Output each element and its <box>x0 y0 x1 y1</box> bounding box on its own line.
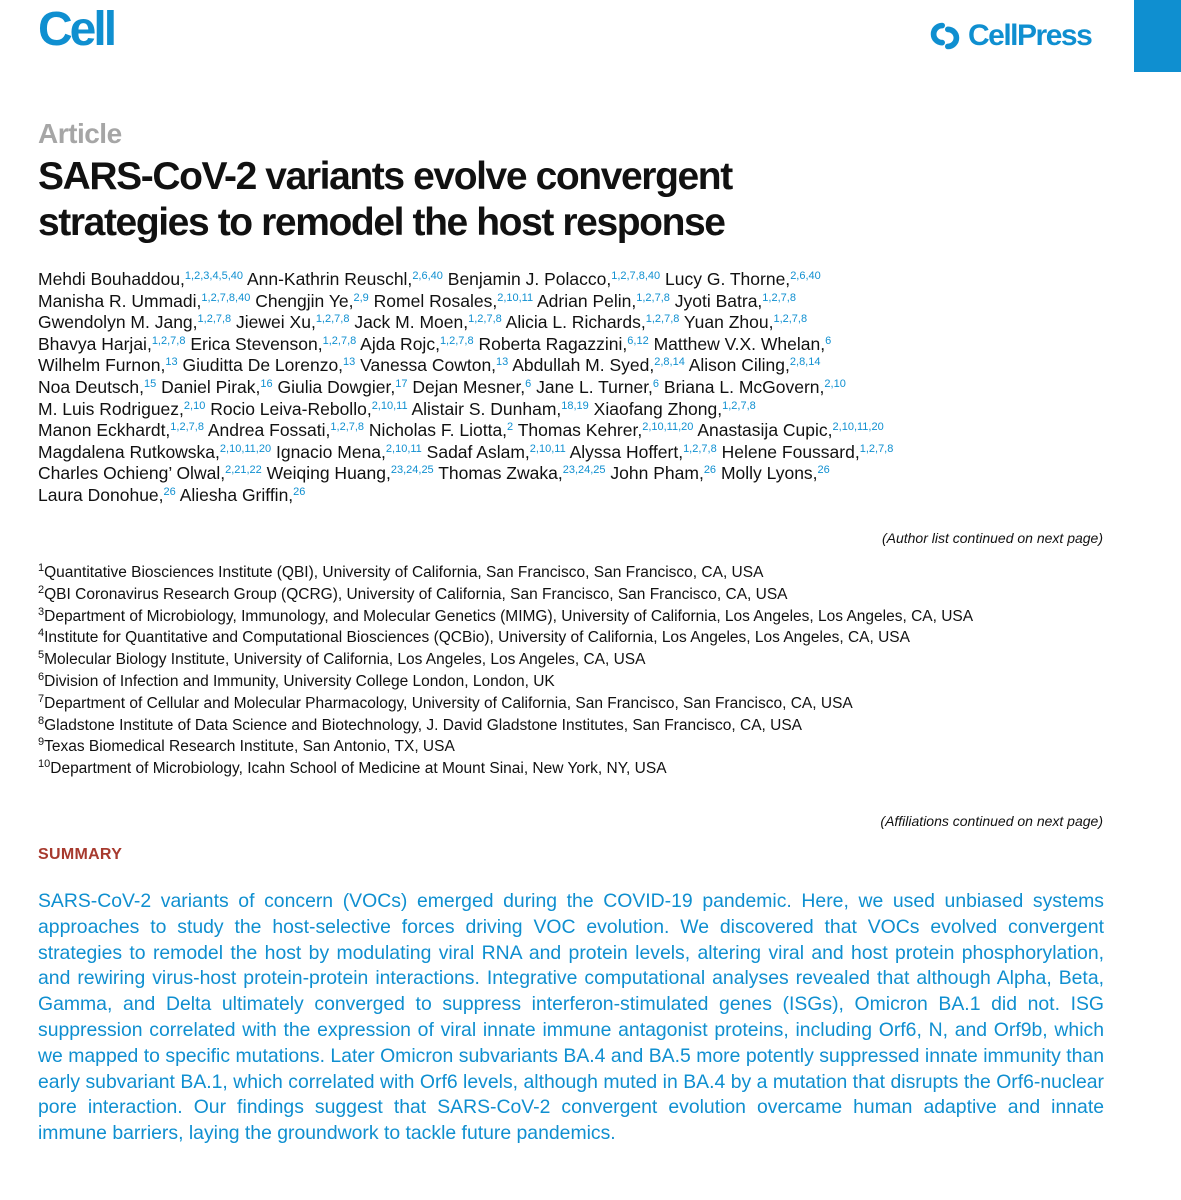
author-line <box>38 485 1113 507</box>
affiliation-text: Department of Microbiology, Icahn School of Medicine at Mount Sinai, New York, NY, USA <box>50 760 667 778</box>
affiliation-number: 2 <box>38 583 45 596</box>
affiliation-item <box>38 715 1128 737</box>
author-name[interactable]: Dejan Mesner, <box>412 376 526 397</box>
author-name[interactable]: Yuan Zhou, <box>683 312 774 333</box>
author-affiliation-refs[interactable]: 6 <box>652 377 660 390</box>
author-list <box>38 269 1113 507</box>
author-affiliation-refs[interactable]: 2,10,11,20 <box>832 421 884 434</box>
author-affiliation-refs[interactable]: 17 <box>395 377 408 390</box>
author-name[interactable]: Erica Stevenson, <box>190 333 323 354</box>
author-affiliation-refs[interactable]: 16 <box>260 377 273 390</box>
author-affiliation-refs[interactable]: 2,10,11 <box>385 442 422 455</box>
affiliation-text: Quantitative Biosciences Institute (QBI), University of California, San Francisco, San Francisco, CA, USA <box>44 564 764 581</box>
author-name[interactable]: Charles Ochieng’ Olwal, <box>38 463 226 484</box>
affiliation-number: 9 <box>38 736 45 749</box>
author-affiliation-refs[interactable]: 2,10,11,20 <box>642 421 694 434</box>
affiliation-text: Department of Microbiology, Immunology, and Molecular Genetics (MIMG), University of California, Los Angeles, Los Angeles, CA, USA <box>44 607 974 625</box>
author-affiliation-refs[interactable]: 1,2,7,8,40 <box>201 291 251 304</box>
author-name[interactable]: Jyoti Batra, <box>674 290 763 311</box>
affiliation-item <box>38 627 1128 649</box>
affiliation-item <box>38 649 1128 671</box>
author-line <box>38 334 1113 356</box>
affiliation-text: QBI Coronavirus Research Group (QCRG), University of California, San Francisco, San Francisco, CA, USA <box>44 585 788 603</box>
author-affiliation-refs[interactable]: 1,2,7,8 <box>170 421 204 434</box>
author-name[interactable]: Aliesha Griffin, <box>179 484 294 505</box>
author-affiliation-refs[interactable]: 26 <box>817 464 830 477</box>
affiliation-item <box>38 606 1128 628</box>
author-affiliation-refs[interactable]: 2,10,11 <box>497 291 534 304</box>
affiliation-number: 8 <box>38 714 45 727</box>
cellpress-logo[interactable] <box>926 14 1091 58</box>
author-name[interactable]: Andrea Fossati, <box>207 420 331 441</box>
author-affiliation-refs[interactable]: 26 <box>703 464 717 477</box>
author-affiliation-refs[interactable]: 23,24,25 <box>390 464 434 477</box>
affiliation-number: 5 <box>38 649 45 662</box>
author-name[interactable]: Adrian Pelin, <box>537 290 637 311</box>
author-line <box>38 269 1113 291</box>
author-name[interactable]: Daniel Pirak, <box>161 376 261 397</box>
author-name[interactable]: Alistair S. Dunham, <box>411 398 562 419</box>
author-affiliation-refs[interactable]: 1,2,7,8 <box>683 442 717 455</box>
author-affiliation-refs[interactable]: 1,2,7,8 <box>645 313 680 326</box>
author-affiliation-refs[interactable]: 6,12 <box>627 334 649 347</box>
summary-text: SARS-CoV-2 variants of concern (VOCs) emerged during the COVID-19 pandemic. Here, we used unbiased systems approaches to study the host-selective forces driving VOC evolution. We discovered that VOCs evolved convergent strategies to remodel the host by modulating viral RNA and protein levels, altering viral and host protein phosphorylation, and rewiring virus-host protein-protein interactions. Integrative computational analyses revealed that although Alpha, Beta, Gamma, and Delta ultimately converged to suppress interferon-stimulated genes (ISGs), Omicron BA.1 did not. ISG suppression correlated with the expression of viral innate immune antagonist proteins, including Orf6, N, and Orf9b, which we mapped to specific mutations. Later Omicron subvariants BA.4 and BA.5 more potently suppressed innate immunity than early subvariant BA.1, which correlated with Orf6 levels, although muted in BA.4 by a mutation that disrupts the Orf6-nuclear pore interaction. Our findings suggest that SARS-CoV-2 convergent evolution overcame human adaptive and innate immune barriers, laying the groundwork to tackle future pandemics. <box>38 890 1104 1145</box>
author-name[interactable]: Noa Deutsch, <box>38 376 145 397</box>
author-affiliation-refs[interactable]: 2,9 <box>353 291 369 304</box>
author-name[interactable]: Ann-Kathrin Reuschl, <box>246 269 413 289</box>
author-affiliation-refs[interactable]: 2,10,11 <box>371 399 408 412</box>
author-affiliation-refs[interactable]: 2,21,22 <box>225 464 262 477</box>
title-line-1: SARS-CoV-2 variants evolve convergent <box>38 155 732 198</box>
affiliation-text: Institute for Quantitative and Computational Biosciences (QCBio), University of California, Los Angeles, Los Angeles, CA, USA <box>44 629 910 647</box>
author-name[interactable]: Helene Foussard, <box>721 441 860 462</box>
author-line <box>38 291 1113 313</box>
author-name[interactable]: Romel Rosales, <box>373 290 498 311</box>
affiliation-item <box>38 671 1128 693</box>
author-name[interactable]: Chengjin Ye, <box>255 290 354 311</box>
author-name[interactable]: Abdullah M. Syed, <box>512 355 655 376</box>
author-affiliation-refs[interactable]: 1,2,7,8 <box>439 334 474 347</box>
author-affiliation-refs[interactable]: 13 <box>165 356 178 369</box>
author-affiliation-refs[interactable]: 2,8,14 <box>654 356 685 369</box>
author-name[interactable]: Jane L. Turner, <box>536 376 653 397</box>
author-affiliation-refs[interactable]: 2,6,40 <box>412 270 443 282</box>
author-affiliation-refs[interactable]: 1,2,7,8 <box>322 334 357 347</box>
author-line <box>38 399 1113 421</box>
affiliation-text: Molecular Biology Institute, University of California, Los Angeles, Los Angeles, CA, USA <box>44 651 646 669</box>
affiliation-item <box>38 736 1128 758</box>
cell-journal-logo[interactable]: Cell <box>38 3 115 56</box>
author-affiliation-refs[interactable]: 6 <box>525 377 532 390</box>
author-name[interactable]: Ajda Rojc, <box>360 333 440 354</box>
author-affiliation-refs[interactable]: 1,2,3,4,5,40 <box>184 270 244 282</box>
author-affiliation-refs[interactable]: 1,2,7,8 <box>722 399 756 412</box>
author-name[interactable]: Jiewei Xu, <box>236 312 316 333</box>
author-affiliation-refs[interactable]: 18,19 <box>561 399 589 412</box>
affiliation-list <box>38 562 1128 780</box>
author-name[interactable]: Thomas Zwaka, <box>438 463 563 484</box>
author-name[interactable]: Benjamin J. Polacco, <box>447 269 612 289</box>
author-affiliation-refs[interactable]: 2,6,40 <box>790 270 821 282</box>
author-name[interactable]: Ignacio Mena, <box>275 441 386 462</box>
author-affiliation-refs[interactable]: 26 <box>293 485 306 498</box>
author-line <box>38 463 1113 485</box>
author-affiliation-refs[interactable]: 1,2,7,8 <box>636 291 670 304</box>
author-name[interactable]: Rocio Leiva-Rebollo, <box>210 398 372 419</box>
affiliation-number: 3 <box>38 605 45 618</box>
author-affiliation-refs[interactable]: 1,2,7,8 <box>773 313 808 326</box>
author-name[interactable]: Matthew V.X. Whelan, <box>653 333 826 354</box>
author-affiliation-refs[interactable]: 6 <box>825 334 832 347</box>
author-name[interactable]: Anastasija Cupic, <box>697 420 833 441</box>
affiliation-item <box>38 584 1128 606</box>
author-name[interactable]: Wilhelm Furnon, <box>38 355 166 376</box>
title-line-2: strategies to remodel the host response <box>38 201 725 244</box>
article-title <box>38 154 838 246</box>
affiliation-text: Gladstone Institute of Data Science and Biotechnology, J. David Gladstone Institutes, San Francisco, CA, USA <box>44 716 803 734</box>
author-affiliation-refs[interactable]: 2 <box>507 421 514 434</box>
author-name[interactable]: Giulia Dowgier, <box>277 376 396 397</box>
author-affiliation-refs[interactable]: 15 <box>144 377 157 390</box>
author-name[interactable]: Thomas Kehrer, <box>517 420 643 441</box>
author-name[interactable]: Bhavya Harjai, <box>38 333 152 354</box>
author-name[interactable]: Giuditta De Lorenzo, <box>182 355 344 376</box>
affiliation-number: 7 <box>38 692 45 705</box>
author-name[interactable]: Sadaf Aslam, <box>426 441 530 462</box>
author-name[interactable]: Xiaofang Zhong, <box>593 398 723 419</box>
author-name[interactable]: Briana L. McGovern, <box>663 376 825 397</box>
author-name[interactable]: Mehdi Bouhaddou, <box>38 269 185 289</box>
author-affiliation-refs[interactable]: 1,2,7,8 <box>151 334 186 347</box>
author-continued-note: (Author list continued on next page) <box>881 530 1103 546</box>
author-line <box>38 442 1113 464</box>
author-name[interactable]: Alicia L. Richards, <box>505 312 646 333</box>
author-affiliation-refs[interactable]: 2,10,11,20 <box>219 442 272 455</box>
author-name[interactable]: Manisha R. Ummadi, <box>38 290 202 311</box>
author-name[interactable]: Alison Ciling, <box>688 355 790 376</box>
author-name[interactable]: Gwendolyn M. Jang, <box>38 312 198 333</box>
author-name[interactable]: Roberta Ragazzini, <box>478 333 628 354</box>
author-affiliation-refs[interactable]: 1,2,7,8 <box>468 313 502 326</box>
affiliation-continued-note: (Affiliations continued on next page) <box>880 813 1103 829</box>
author-line <box>38 420 1113 442</box>
author-affiliation-refs[interactable]: 2,8,14 <box>789 356 821 369</box>
affiliation-number: 4 <box>38 627 45 640</box>
author-line <box>38 377 1113 399</box>
author-name[interactable]: Manon Eckhardt, <box>38 420 171 441</box>
author-name[interactable]: Molly Lyons, <box>720 463 818 484</box>
author-name[interactable]: John Pham, <box>610 463 704 484</box>
author-affiliation-refs[interactable]: 2,10 <box>183 399 206 412</box>
author-line <box>38 312 1113 334</box>
author-affiliation-refs[interactable]: 13 <box>496 356 509 369</box>
author-affiliation-refs[interactable]: 1,2,7,8,40 <box>611 270 661 282</box>
article-type-label: Article <box>38 118 122 149</box>
author-name[interactable]: Lucy G. Thorne, <box>665 269 791 289</box>
author-line <box>38 355 1113 377</box>
author-affiliation-refs[interactable]: 1,2,7,8 <box>762 291 796 304</box>
affiliation-text: Texas Biomedical Research Institute, San Antonio, TX, USA <box>44 738 455 756</box>
author-name[interactable]: Laura Donohue, <box>38 484 164 505</box>
author-affiliation-refs[interactable]: 1,2,7,8 <box>315 313 350 326</box>
author-affiliation-refs[interactable]: 1,2,7,8 <box>197 313 232 326</box>
author-name[interactable]: Vanessa Cowton, <box>360 355 497 376</box>
summary-heading: SUMMARY <box>38 846 123 863</box>
author-affiliation-refs[interactable]: 2,10,11 <box>529 442 566 455</box>
author-affiliation-refs[interactable]: 1,2,7,8 <box>330 421 365 434</box>
author-name[interactable]: Alyssa Hoffert, <box>569 441 684 462</box>
author-affiliation-refs[interactable]: 2,10 <box>824 377 846 390</box>
affiliation-number: 10 <box>38 758 51 771</box>
affiliation-item <box>38 758 1128 780</box>
author-affiliation-refs[interactable]: 23,24,25 <box>562 464 606 477</box>
corner-accent-tab <box>1134 0 1181 72</box>
author-affiliation-refs[interactable]: 26 <box>163 485 176 498</box>
author-name[interactable]: Nicholas F. Liotta, <box>368 420 508 441</box>
affiliation-item <box>38 562 1128 584</box>
cellpress-link-icon <box>926 17 964 55</box>
affiliation-number: 1 <box>38 562 45 574</box>
author-name[interactable]: Magdalena Rutkowska, <box>38 441 220 462</box>
affiliation-number: 6 <box>38 670 45 683</box>
affiliation-text: Department of Cellular and Molecular Pharmacology, University of California, San Francisco, San Francisco, CA, USA <box>44 694 853 712</box>
cellpress-wordmark: CellPress <box>968 19 1092 52</box>
author-name[interactable]: Weiqing Huang, <box>266 463 391 484</box>
author-affiliation-refs[interactable]: 1,2,7,8 <box>859 442 894 455</box>
author-name[interactable]: Jack M. Moen, <box>354 312 469 333</box>
author-name[interactable]: M. Luis Rodriguez, <box>38 398 184 419</box>
author-affiliation-refs[interactable]: 13 <box>343 356 356 369</box>
affiliation-item <box>38 693 1128 715</box>
affiliation-text: Division of Infection and Immunity, University College London, London, UK <box>44 672 555 690</box>
